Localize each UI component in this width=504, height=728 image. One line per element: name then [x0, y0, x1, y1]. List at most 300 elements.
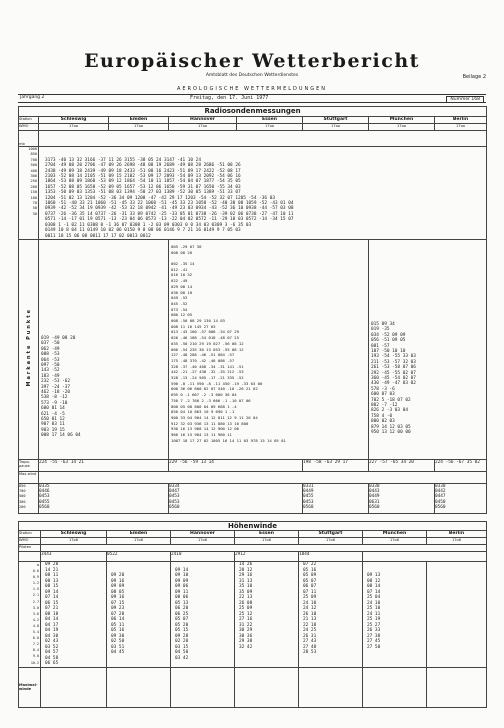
significant-point-row: 528 -13 -24 565 -17 -21 335 -52: [171, 375, 244, 381]
wind-value: 0453: [39, 494, 50, 500]
significant-point-row: 758 4 -0: [371, 413, 393, 419]
upper-wind-value: 09 11: [175, 589, 189, 595]
significant-point-row: 193 -54 -55 33 03: [371, 354, 416, 360]
upper-wind-value: 09 28: [45, 562, 59, 567]
station-berlin: Berlin: [435, 117, 487, 124]
standard-level-row: 0737 -26 -36 35 14 0737 -26 -31 33 09 0742 -25 -33 05 01 0738 -26 -39 02 06 0738 -27 -47 10 11: [45, 211, 294, 217]
significant-point-row: 008 11 16 145 27 03: [171, 323, 216, 329]
upper-wind-value: 06 07: [303, 584, 317, 589]
hw-col-1: [107, 562, 171, 668]
wind-value: 0446: [39, 489, 50, 495]
maxwinde-0: [41, 667, 107, 707]
significant-point-row: 143 -52: [41, 368, 60, 374]
upper-wind-value: 25 09: [303, 595, 317, 600]
significant-point-row: 029 08 14: [171, 283, 193, 289]
upper-wind-value: 09 09: [175, 578, 189, 584]
significant-point-row: 015 09 34: [371, 321, 395, 327]
wind-value: 0449: [303, 489, 314, 495]
upper-wind-value: 25 27: [367, 622, 381, 628]
significant-point-row: 879 14 12 03 05: [371, 424, 411, 430]
height-level: 1.2: [32, 581, 39, 586]
wind-value: 0335: [39, 483, 50, 489]
upper-wind-value: 26 08: [239, 600, 253, 606]
hw-station-berlin: Berlin: [427, 531, 487, 538]
wind-value: 0450: [435, 499, 446, 505]
significant-point-row: 232 -53 -62: [41, 379, 71, 385]
upper-wind-value: [431, 650, 486, 656]
issue-number: Nummer 168: [446, 96, 484, 103]
significant-point-row: 912 32 03 936 13 11 880 13 10 800: [171, 420, 249, 426]
level-column: [19, 147, 39, 240]
significant-point-row: 800 05 08 800 04 09 668 1 -4: [171, 403, 237, 409]
significant-points-mid-data: [169, 240, 368, 444]
supplement-label: Beilage 2: [462, 74, 486, 80]
height-level: 0.9: [32, 575, 39, 580]
ground-empty: [363, 552, 487, 562]
wind-values-schleswig: [39, 484, 168, 510]
wind-level: 300: [19, 499, 26, 504]
hw-time-6: 17o6: [427, 538, 487, 545]
upper-wind-value: 08 13: [45, 578, 59, 584]
upper-wind-value: 09 20: [111, 573, 125, 578]
significant-point-row: 022 -49: [171, 278, 188, 284]
upper-wind-value: 05 07: [303, 578, 317, 584]
significant-point-row: 175 -48 370 -42 -46 086 -57: [171, 357, 235, 363]
column-codes-row: [39, 131, 487, 147]
standard-levels-data: [39, 147, 486, 239]
height-level: 10.2: [30, 660, 39, 665]
upper-wind-value: 04 50: [175, 650, 189, 655]
height-level: 1.5: [32, 587, 39, 592]
station-stuttgart: Stuttgart: [303, 117, 369, 124]
significant-point-row: 850 04 10 863 10 9 690 1 -1: [171, 409, 235, 415]
wind-value: 0442: [435, 489, 446, 495]
pressure-level: 50: [32, 206, 37, 211]
significant-point-row: 037 -50: [41, 341, 60, 347]
significant-point-row: 600 07 03: [371, 392, 395, 398]
upper-wind-value: 04 57: [45, 650, 59, 655]
ground-1: 0522: [107, 552, 171, 562]
upper-wind-value: 03 15: [175, 644, 189, 650]
significant-point-row: 397 -24 -37: [41, 384, 71, 390]
significant-point-row: 802 -7 -12: [371, 403, 398, 408]
standard-level-row: 0011 18 15 06 08 0011 17 17 02 0013 0012: [45, 233, 151, 239]
upper-wind-value: 07 21: [45, 606, 59, 611]
wind-values-essen: [303, 484, 368, 510]
upper-wind-value: 24 12: [303, 606, 317, 611]
standard-level-row: 2103 -52 08 14 2105 -51 09 15 2102 -53 09 17 2093 -54 09 13 2092 -54 06 16: [45, 174, 241, 180]
upper-wind-value: 05 16: [111, 628, 125, 633]
significant-point-row: 292 -45 -55 02 07: [371, 370, 416, 376]
ground-4: 1844: [299, 552, 363, 562]
pilot-row: [41, 545, 487, 552]
upper-wind-value: 09 13: [367, 573, 381, 578]
wind-levels: [19, 484, 38, 510]
significant-point-row: 702 5 -18 07 02: [371, 397, 411, 403]
page-subtitle: Amtsblatt des Deutschen Wetterdienstes: [205, 73, 299, 78]
upper-wind-value: 09 10: [175, 573, 189, 578]
maxwind-empty: [39, 471, 487, 483]
upper-wind-value: 06 15: [45, 600, 59, 606]
station-schleswig: Schleswig: [39, 117, 109, 124]
upper-wind-value: 27 16: [239, 617, 253, 622]
upper-wind-value: 05 11: [111, 622, 125, 628]
upper-wind-value: 06 65: [45, 661, 59, 666]
time-berlin: 17oo: [435, 124, 487, 131]
significant-point-row: 695 0 -1 667 -2 -3 600 36 04: [171, 392, 237, 398]
height-level: m: [36, 563, 39, 567]
pressure-level: 300: [30, 174, 37, 179]
wind-col-0: [39, 483, 169, 513]
height-level: 3.0: [32, 605, 39, 610]
time-emden: 17oo: [109, 124, 169, 131]
height-level: 4.2: [32, 617, 39, 622]
standard-level-row: 2704 -49 08 20 2706 -47 09 26 2698 -48 08 19 2689 -49 08 28 2686 -51 08 26: [45, 163, 241, 169]
height-level: 2.7: [32, 599, 39, 604]
upper-wind-value: 09 30: [111, 633, 125, 639]
hw-col-2: [171, 562, 235, 668]
pressure-level: 200: [30, 184, 37, 189]
upper-wind-value: 25 10: [367, 606, 381, 611]
upper-wind-value: 25 09: [239, 606, 253, 611]
upper-wind-value: 27 50: [367, 644, 381, 650]
hoehenwinde-title: Höhenwinde: [19, 522, 487, 531]
hw-station-schleswig: Schleswig: [41, 531, 107, 538]
pressure-level: 30: [32, 211, 37, 216]
significant-point-row: 034 -52 09 09: [371, 332, 406, 338]
upper-wind-value: 26 31: [303, 633, 317, 639]
pressure-level: 850: [30, 152, 37, 157]
wind-value: 0560: [369, 504, 380, 510]
upper-wind-value: 09 28: [175, 633, 189, 639]
upper-wind-value: 27 38: [367, 633, 381, 639]
hw-station-label: Station: [19, 531, 41, 538]
significant-point-row: 360 -45 -54 02 07: [371, 375, 416, 381]
upper-wind-value: 28 53: [303, 650, 317, 655]
upper-wind-value: 09 06: [175, 584, 189, 589]
hw-time-4: 17o6: [299, 538, 363, 545]
significant-point-row: 442 -21 -27 438 -32 -35 212 -53: [171, 369, 244, 375]
station-hannover: Hannover: [169, 117, 237, 124]
upper-wind-value: 04 30: [45, 633, 59, 639]
tropopause-label: Tropo-pause: [19, 459, 39, 471]
upper-wind-value: 05 20: [175, 622, 189, 628]
ground-label-cell: [19, 552, 41, 562]
significant-point-row: 026 -46 188 -54 018 -48 07 25: [171, 335, 239, 341]
hw-time-1: 17o6: [107, 538, 171, 545]
significant-point-row: 056 -51 09 05: [371, 338, 406, 344]
pilot-label: Piloten: [19, 545, 41, 552]
significant-point-row: 016 10 32: [171, 272, 193, 278]
time-stuttgart: 17oo: [303, 124, 369, 131]
upper-wind-value: 05 09: [303, 573, 317, 578]
height-level: 5.4: [32, 630, 39, 635]
wind-value: 0447: [169, 489, 180, 495]
wind-value: 0560: [303, 504, 314, 510]
significant-point-row: 538 -8 -12: [41, 395, 68, 401]
wind-value: 0560: [169, 504, 180, 510]
tropo-essen: 198 -58 -63 29 17: [303, 459, 369, 471]
upper-wind-value: 06 25: [175, 611, 189, 617]
upper-wind-value: 06 20: [175, 606, 189, 611]
upper-wind-value: 35 10: [239, 584, 253, 589]
hw-col-0: [41, 562, 107, 668]
standard-level-row: 3173 -40 13 32 3166 -37 11 26 3155 -38 05 24 3147 -41 10 24: [45, 157, 201, 163]
upper-wind-value: 04 45: [111, 650, 125, 655]
standard-level-row: 1060 -51 -40 33 21 1060 -51 -45 33 22 1060 -51 -45 33 23 1058 -52 -40 38 08 1059 -52 -43 01 04: [45, 201, 294, 207]
hw-values-schleswig: [41, 562, 106, 667]
standard-levels-block: [39, 147, 487, 240]
upper-wind-value: 31 22: [239, 622, 253, 628]
wind-level: 500: [19, 494, 26, 499]
significant-point-row: 328 -37 -40 408 -34 -31 141 -51: [171, 363, 244, 369]
significant-point-row: 826 2 -3 03 04: [371, 408, 409, 414]
significant-points-right-data: [369, 240, 486, 436]
upper-wind-value: 09 09: [111, 584, 125, 589]
wind-level-column: [19, 483, 39, 513]
upper-wind-value: 08 14: [367, 584, 381, 589]
standard-level-row: 0571 -14 -17 01 19 0571 -13 -23 04 06 0573 -13 -22 04 02 0572 -11 -29 18 03 0572 -14 -34 15 07: [45, 217, 294, 223]
wind-value: 0453: [303, 499, 314, 505]
upper-wind-value: 05 15: [175, 628, 189, 633]
hw-time-0: 17o6: [41, 538, 107, 545]
upper-wind-value: 07 20: [111, 611, 125, 617]
wind-values-muenchen: [435, 484, 486, 510]
wind-value: 0449: [369, 494, 380, 500]
upper-wind-value: 25 12: [239, 611, 253, 617]
wind-value: 0455: [303, 494, 314, 500]
upper-wind-value: 31 13: [239, 578, 253, 584]
pressure-level: 150: [30, 190, 37, 195]
upper-wind-value: 09 23: [111, 606, 125, 611]
upper-wind-value: 04 14: [45, 617, 59, 622]
hw-values-hannover: [171, 562, 234, 661]
significant-point-row: 261 -53 -58 07 06: [371, 365, 416, 371]
time-hannover: 17oo: [169, 124, 237, 131]
significant-point-row: 907 03 11: [41, 422, 65, 428]
upper-wind-value: 03 52: [45, 644, 59, 650]
station-label: Station: [19, 117, 39, 124]
hw-time-2: 17o6: [171, 538, 235, 545]
ground-3: 2912: [235, 552, 299, 562]
standard-level-row: 0308 1 -1 02 11 0308 0 -1 36 07 0308 1 -2 03 09 0303 0 0 34 03 0309 3 -6 35 03: [45, 222, 252, 228]
height-level: 6.0: [32, 636, 39, 641]
hoehenwinde-table: [18, 521, 487, 708]
upper-wind-value: 02 43: [45, 639, 59, 644]
section-heading: AEROLOGISCHE WETTERMELDUNGEN: [176, 86, 328, 92]
significant-points-mid: [169, 239, 369, 459]
standard-level-row: 1204 -51 02 13 1204 -52 -36 34 09 1208 -47 -42 29 17 1203 -54 -52 32 07 1205 -54 -36 03: [45, 195, 275, 201]
upper-wind-value: 08 11: [45, 573, 59, 578]
significant-point-row: 573 -9 -10: [41, 400, 68, 406]
wind-values-hannover: [169, 484, 302, 510]
significant-point-row: 183 -49: [41, 373, 60, 379]
significant-point-row: 097 -50: [41, 362, 60, 368]
upper-wind-value: 07 14: [45, 595, 59, 600]
significant-point-row: 045 -52: [171, 300, 188, 306]
wind-value: 0443: [369, 489, 380, 495]
standard-level-row: 1657 -52 08 05 1658 -52 09 05 1657 -53 12 06 1650 -59 31 07 1650 -55 34 03: [45, 184, 241, 190]
station-muenchen: München: [369, 117, 435, 124]
significant-point-row: 983 19 15: [41, 427, 65, 433]
pressure-level: 1000: [28, 147, 37, 151]
significant-point-row: 064 -53: [41, 357, 60, 363]
upper-wind-value: 04 58: [45, 655, 59, 661]
standard-level-row: 2438 -49 09 18 2439 -49 09 18 2433 -51 08 16 2423 -51 09 17 2422 -52 08 17: [45, 168, 241, 174]
upper-wind-value: 25 19: [367, 617, 381, 622]
upper-wind-value: 24 11: [367, 611, 381, 617]
time-muenchen: 17oo: [369, 124, 435, 131]
upper-wind-value: 35 09: [239, 589, 253, 595]
significant-points-right: [369, 239, 487, 459]
height-level: 8.4: [32, 648, 39, 653]
height-column: [19, 562, 41, 668]
significant-point-row: 621 -4 -5: [41, 411, 65, 417]
wind-col-1: [169, 483, 303, 513]
significant-point-row: 008 17 14 06 04: [41, 433, 81, 439]
volume-label: Jahrgang 2: [20, 95, 45, 100]
significant-point-row: 107 -50 10 10: [371, 348, 406, 354]
upper-wind-value: 32 42: [239, 644, 253, 650]
side-label-cell: [19, 239, 39, 459]
issue-date: Freitag, den 17. Juni 1977: [190, 95, 269, 101]
significant-point-row: 002 -35 14: [171, 261, 195, 267]
upper-wind-value: 04 19: [45, 628, 59, 633]
upper-wind-value: 14 26: [239, 562, 253, 567]
pressure-level: 700: [30, 157, 37, 162]
upper-wind-value: 08 05: [111, 589, 125, 595]
ground-0: 3443: [41, 552, 107, 562]
height-levels: [19, 562, 40, 666]
significant-point-row: 019 -35: [371, 327, 390, 333]
significant-point-row: 590 -8 -11 590 -8 -11 450 -19 -33 03 06: [171, 380, 263, 386]
significant-point-row: 005 -29 07 30: [171, 243, 202, 249]
wind-value: 0334: [169, 483, 180, 489]
standard-level-row: 1864 -53 08 09 1868 -53 09 12 1864 -54 10 11 1857 -54 04 07 1877 -54 35 05: [45, 179, 241, 185]
header-rule-bottom: [18, 102, 486, 103]
upper-wind-value: 05 13: [175, 600, 189, 606]
hw-values-essen: [235, 562, 298, 650]
mb-label: mb: [19, 131, 39, 147]
upper-wind-value: 29 16: [239, 573, 253, 578]
hw-col-3: [235, 562, 299, 668]
pressure-level: 500: [30, 163, 37, 168]
wind-value: 0331: [303, 483, 314, 489]
pressure-level: 70: [32, 201, 37, 206]
wind-value: 0330: [435, 483, 446, 489]
wmo-label: WMO: [19, 124, 39, 131]
significant-point-row: 062 -49: [41, 346, 60, 352]
station-emden: Emden: [109, 117, 169, 124]
upper-wind-value: 08 15: [45, 584, 59, 589]
upper-wind-value: 21 13: [303, 617, 317, 622]
tropo-hannover: 229 -56 -59 13 14: [169, 459, 303, 471]
maxwinde-6: [427, 667, 487, 707]
upper-wind-value: 07 22: [303, 562, 317, 567]
upper-wind-value: 07 15: [111, 600, 125, 606]
upper-wind-value: 25 04: [367, 595, 381, 600]
upper-wind-value: 03 42: [175, 655, 189, 661]
hw-wmo-label: WMO: [19, 538, 41, 545]
significant-point-row: 578 -3 -6: [371, 386, 395, 392]
time-essen: 17oo: [237, 124, 303, 131]
hw-station-muenchen: München: [363, 531, 427, 538]
upper-wind-value: 27 43: [303, 639, 317, 644]
significant-point-row: 008 -50 08 29 130 14 03: [171, 318, 225, 324]
hw-values-muenchen: [363, 562, 426, 650]
significant-point-row: 430 -49 -47 03 02: [371, 381, 416, 387]
maxwinde-4: [299, 667, 363, 707]
significant-point-row: 750 7 -2 760 2 -3 666 -1 -10 07 06: [171, 397, 251, 403]
wind-value: 0631: [369, 499, 380, 505]
pressure-level: 100: [30, 195, 37, 200]
wind-level: 850: [19, 483, 26, 488]
pressure-levels: [19, 147, 38, 217]
upper-wind-value: 24 10: [367, 600, 381, 606]
tropo-muenchen: 224 -56 -67 35 02: [435, 459, 487, 471]
wind-col-2: [303, 483, 369, 513]
upper-wind-value: 09 14: [175, 567, 189, 573]
maxwinde-5: [363, 667, 427, 707]
standard-level-row: 1353 -50 09 03 1353 -51 08 03 1394 -50 27 03 1389 -52 30 05 1389 -51 33 07: [45, 190, 241, 196]
maxwinde-2: [171, 667, 235, 707]
upper-wind-value: 05 16: [303, 567, 317, 573]
wind-value: 0455: [39, 499, 50, 505]
significant-point-row: 966 16 15 984 13 11 960 11: [171, 432, 232, 438]
tropo-schleswig: 224 -55 -63 14 21: [39, 459, 169, 471]
upper-wind-value: 09 16: [111, 578, 125, 584]
significant-point-row: 650 01 12: [41, 417, 65, 422]
upper-wind-value: 28 12: [239, 567, 253, 573]
time-schleswig: 17oo: [39, 124, 109, 131]
upper-wind-value: 08 18: [45, 611, 59, 617]
upper-wind-value: 27 45: [367, 639, 381, 644]
pressure-level: 250: [30, 179, 37, 184]
upper-wind-value: 07 11: [303, 589, 317, 595]
hw-station-essen: Essen: [235, 531, 299, 538]
upper-wind-value: 29 38: [239, 639, 253, 644]
wind-values-stuttgart: [369, 484, 434, 510]
upper-wind-value: 02 20: [175, 639, 189, 644]
upper-wind-value: 30 36: [239, 633, 253, 639]
upper-wind-value: 08 06: [175, 595, 189, 600]
upper-wind-value: 26 10: [303, 611, 317, 617]
significant-point-row: 080 12 05: [171, 312, 193, 318]
tropo-stuttgart: 227 -57 -65 34 20: [369, 459, 435, 471]
significant-point-row: 030 08 18: [171, 289, 193, 295]
height-level: 2.1: [32, 593, 39, 598]
hw-col-6: [427, 562, 487, 668]
hw-time-3: 17o6: [235, 538, 299, 545]
wind-col-3: [369, 483, 435, 513]
maxwinde-1: [107, 667, 171, 707]
significant-point-row: 1007 18 17 27 02 1005 16 14 11 03 978 15 14 05 01: [171, 437, 286, 443]
hw-col-4: [299, 562, 363, 668]
hw-station-hannover: Hannover: [171, 531, 235, 538]
significant-point-row: 066 -54 235 30 13 053 -55 08 12: [171, 346, 244, 352]
significant-point-row: 950 13 12 00 00: [371, 430, 411, 436]
significant-point-row: 462 -18 -20: [41, 389, 71, 395]
height-level: 0.6: [32, 569, 39, 574]
upper-wind-value: 03 51: [111, 644, 125, 650]
standard-level-row: 0149 10 8 04 11 0149 10 02 06 0150 9 8 08 06 0146 9 7 21 16 0149 9 7 05 03: [45, 228, 241, 234]
significant-point-row: 930 16 13 968 14 12 900 12 06: [171, 426, 239, 432]
radiosonde-table: [18, 106, 487, 514]
upper-wind-value: 04 17: [45, 622, 59, 628]
upper-wind-value: 09 16: [111, 595, 125, 600]
wind-level: 200: [19, 504, 26, 509]
station-essen: Essen: [237, 117, 303, 124]
